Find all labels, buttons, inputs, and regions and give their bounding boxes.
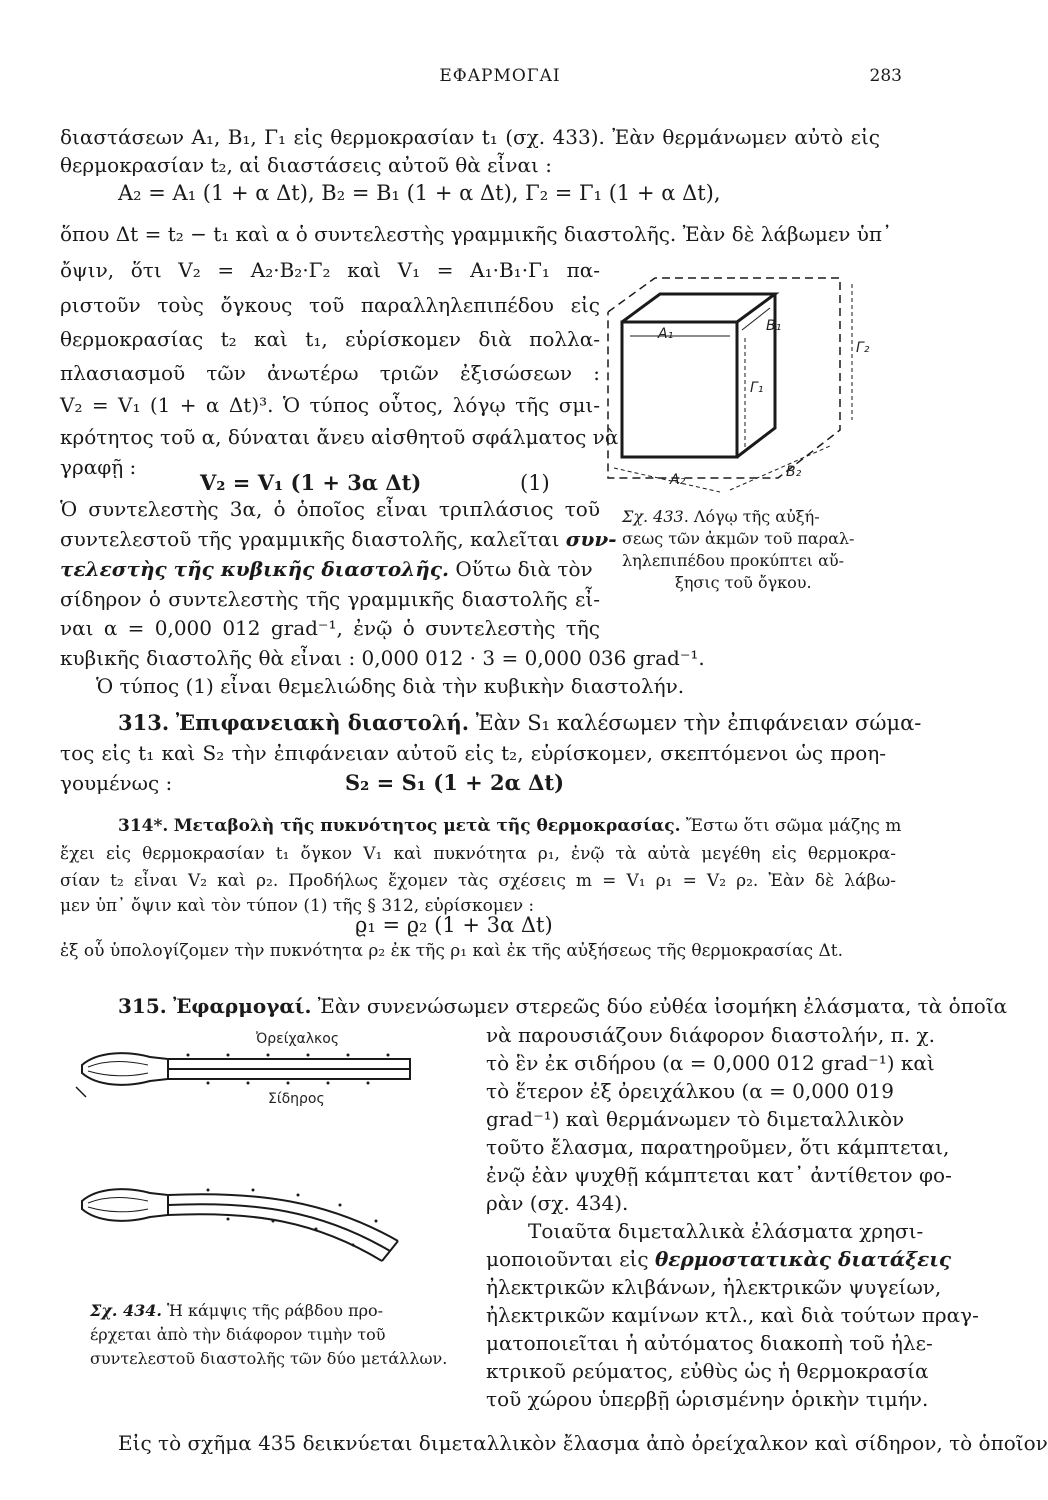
rivet-dot <box>297 1194 300 1197</box>
text-line: κτρικοῦ ρεύματος, εὐθὺς ὡς ἡ θερμοκρασία <box>486 1359 929 1383</box>
caption-text: Λόγῳ τῆς αὐξή- <box>693 507 820 526</box>
section-313-heading-line <box>118 710 921 736</box>
figure-label: Σχ. 434. <box>90 1301 162 1320</box>
rivet-dot <box>367 1082 370 1085</box>
text-line: κρότητος τοῦ α, δύναται ἄνευ αἰσθητοῦ σφάλματος νὰ <box>60 425 619 449</box>
text-fragment: Ἐὰν S₁ καλέσωμεν τὴν ἐπιφάνειαν σώμα- <box>475 711 922 735</box>
label-b1: B₁ <box>766 318 782 334</box>
page-number: 283 <box>869 66 902 86</box>
figure-434-caption-line <box>90 1300 383 1321</box>
rivet-dot <box>315 1228 318 1231</box>
figure-434-caption-line: έρχεται ἀπὸ τὴν διάφορον τιμὴν τοῦ <box>90 1325 386 1344</box>
cube-top-face <box>622 294 775 322</box>
rivet-dot <box>287 1082 290 1085</box>
text-line: νὰ παρουσιάζουν διάφορον διαστολήν, π. χ. <box>486 1023 935 1047</box>
rivet-dot <box>327 1082 330 1085</box>
figure-433-caption-line: σεως τῶν ἀκμῶν τοῦ παραλ- <box>622 529 855 548</box>
text-line: τοῦ χώρου ὑπερβῇ ὡρισμένην ὁρικὴν τιμήν. <box>486 1387 929 1411</box>
text-fragment: Ἔστω ὅτι σῶμα μάζης m <box>685 816 902 836</box>
label-g1: Γ₁ <box>750 380 764 396</box>
rivet-dot <box>272 1220 275 1223</box>
handle-grain <box>88 1062 148 1068</box>
figure-434-bimetal-strips <box>68 1025 468 1275</box>
handle-grain <box>88 1207 148 1212</box>
text-line: ἠλεκτρικῶν κλιβάνων, ἠλεκτρικῶν ψυγείων, <box>486 1275 942 1299</box>
section-number: 314*. <box>118 816 169 836</box>
strip-iron-straight <box>168 1069 410 1079</box>
rivet-dot <box>187 1054 190 1057</box>
text-line: ἔχει εἰς θερμοκρασίαν t₁ ὄγκον V₁ καὶ πυκνότητα ρ₁, ἐνῷ τὰ αὐτὰ μεγέθη εἰς θερμοκρα- <box>60 844 896 864</box>
equation-density: ϱ₁ = ϱ₂ (1 + 3α Δt) <box>355 913 553 937</box>
caption-text: Ἡ κάμψις τῆς ράβδου προ- <box>167 1301 384 1320</box>
strip-brass-bent-inner <box>168 1204 390 1251</box>
text-line: θερμοκρασίαν t₂, αἱ διαστάσεις αὐτοῦ θὰ εἶναι : <box>60 153 552 177</box>
text-line: ἐνῷ ἐὰν ψυχθῇ κάμπτεται κατ᾿ ἀντίθετον φο- <box>486 1163 952 1187</box>
text-line: διαστάσεων A₁, B₁, Γ₁ εἰς θερμοκρασίαν t₁ (σχ. 433). Ἐὰν θερμάνωμεν αὐτὸ εἰς <box>60 125 880 149</box>
text-line: grad⁻¹) καὶ θερμάνωμεν τὸ διμεταλλικὸν <box>486 1107 905 1131</box>
text-line: σίαν t₂ εἶναι V₂ καὶ ρ₂. Προδήλως ἔχομεν τὰς σχέσεις m = V₁ ρ₁ = V₂ ρ₂. Ἐὰν δὲ λάβω- <box>60 871 896 891</box>
rivet-dot <box>207 1082 210 1085</box>
handle-straight <box>82 1053 168 1085</box>
text-line: Ὁ συντελεστὴς 3α, ὁ ὁποῖος εἶναι τριπλάσιος τοῦ <box>60 497 600 521</box>
text-fragment: μοποιοῦνται εἰς <box>486 1247 649 1271</box>
text-line: Ὁ τύπος (1) εἶναι θεμελιώδης διὰ τὴν κυβικὴν διαστολήν. <box>96 674 685 698</box>
dim-a2-line <box>614 468 720 492</box>
rivet-dot <box>387 1054 390 1057</box>
rivet-dot <box>267 1054 270 1057</box>
rivet-dot <box>227 1054 230 1057</box>
term-emphasis: θερμοστατικὰς διατάξεις <box>654 1247 952 1271</box>
text-line: V₂ = V₁ (1 + α Δt)³. Ὁ τύπος οὗτος, λόγῳ τῆς σμι- <box>60 393 600 417</box>
text-line: μεν ὑπ᾿ ὄψιν καὶ τὸν τύπον (1) τῆς § 312, εὑρίσκομεν : <box>60 896 535 916</box>
rivet-dot <box>375 1220 378 1223</box>
section-314-heading-line <box>118 815 901 837</box>
strip-iron-bent <box>168 1214 382 1261</box>
strip-brass-straight <box>168 1059 410 1069</box>
rivet-dot <box>307 1054 310 1057</box>
rivet-dot <box>352 1244 355 1247</box>
figure-433-caption-line: ληλεπιπέδου προκύπτει αὔ- <box>622 551 845 570</box>
text-line: Εἰς τὸ σχῆμα 435 δεικνύεται διμεταλλικὸν ἔλασμα ἀπὸ ὀρείχαλκον καὶ σίδηρον, τὸ ὁποῖον <box>118 1431 1048 1455</box>
cube-front-face <box>622 322 737 457</box>
text-line: ματοποιεῖται ἡ αὐτόματος διακοπὴ τοῦ ἠλε- <box>486 1331 933 1355</box>
text-line: κυβικῆς διαστολῆς θὰ εἶναι : 0,000 012 · 3 = 0,000 036 grad⁻¹. <box>60 646 705 670</box>
text-line: ριστοῦν τοὺς ὄγκους τοῦ παραλληλεπιπέδου εἰς <box>60 293 600 317</box>
figure-label: Σχ. 433. <box>622 507 689 526</box>
equation-cubic: V₂ = V₁ (1 + 3α Δt) <box>200 470 422 495</box>
text-line: θερμοκρασίας t₂ καὶ t₁, εὑρίσκομεν διὰ πολλα- <box>60 327 600 351</box>
section-title: Μεταβολὴ τῆς πυκνότητος μετὰ τῆς θερμοκρασίας. <box>173 816 681 836</box>
text-line: Τοιαῦτα διμεταλλικὰ ἐλάσματα χρησι- <box>528 1219 924 1243</box>
text-line-composite <box>486 1246 952 1272</box>
term-emphasis: συν- <box>565 527 617 551</box>
label-brass: Ὀρείχαλκος <box>256 1031 340 1047</box>
text-line: ὅπου Δt = t₂ − t₁ καὶ α ὁ συντελεστὴς γραμμικῆς διαστολῆς. Ἐὰν δὲ λάβωμεν ὑπ᾿ <box>60 222 893 246</box>
handle-bent <box>82 1189 168 1221</box>
label-g2: Γ₂ <box>856 340 870 356</box>
section-title: Ἐπιφανειακὴ διαστολή. <box>175 710 470 735</box>
figure-433-parallelepiped <box>600 270 870 500</box>
figure-434-caption-line: συντελεστοῦ διαστολῆς τῶν δύο μετάλλων. <box>90 1349 448 1368</box>
handle-grain <box>88 1071 148 1076</box>
figure-433-caption-line: ξησις τοῦ ὄγκου. <box>675 573 812 592</box>
pointer-mark <box>76 1087 86 1097</box>
equation-surface: S₂ = S₁ (1 + 2α Δt) <box>345 770 565 795</box>
rivet-dot <box>347 1054 350 1057</box>
section-number: 313. <box>118 710 170 735</box>
section-number: 315. <box>118 994 167 1018</box>
equation-expansion: A₂ = A₁ (1 + α Δt), B₂ = B₁ (1 + α Δt), Γ₂ = Γ₁ (1 + α Δt), <box>118 181 721 205</box>
handle-grain <box>88 1198 148 1204</box>
label-a1: A₁ <box>658 326 674 342</box>
rivet-dot <box>207 1189 210 1192</box>
rivet-dot <box>339 1204 342 1207</box>
text-line: ἐξ οὗ ὑπολογίζομεν τὴν πυκνότητα ρ₂ ἐκ τῆς ρ₁ καὶ ἐκ τῆς αὐξήσεως τῆς θερμοκρασίας Δt. <box>60 941 844 961</box>
section-title: Ἐφαρμογαί. <box>173 994 312 1018</box>
text-line: σίδηρον ὁ συντελεστὴς τῆς γραμμικῆς διαστολῆς εἶ- <box>60 587 600 611</box>
rivet-dot <box>247 1082 250 1085</box>
figure-433-caption-line <box>622 506 820 527</box>
text-line-composite <box>60 556 600 582</box>
text-line: πλασιασμοῦ τῶν ἀνωτέρω τριῶν ἐξισώσεων : <box>60 361 600 385</box>
page-header <box>0 66 974 92</box>
strip-brass-bent-outer <box>168 1194 398 1241</box>
rivet-dot <box>252 1189 255 1192</box>
text-fragment: Ἐὰν συνενώσωμεν στερεῶς δύο εὐθέα ἰσομήκη ἐλάσματα, τὰ ὁποῖα <box>317 994 1008 1018</box>
term-emphasis: τελεστὴς τῆς κυβικῆς διαστολῆς. <box>60 557 449 581</box>
rivet-dot <box>227 1218 230 1221</box>
text-line: ναι α = 0,000 012 grad⁻¹, ἐνῷ ὁ συντελεστὴς τῆς <box>60 616 600 640</box>
strip-end <box>382 1241 398 1261</box>
text-fragment: συντελεστοῦ τῆς γραμμικῆς διαστολῆς, καλεῖται <box>60 527 560 551</box>
text-line-composite <box>60 526 617 552</box>
text-fragment: Οὕτω διὰ τὸν <box>455 557 593 581</box>
section-315-heading-line <box>118 993 1007 1019</box>
text-line: τος εἰς t₁ καὶ S₂ τὴν ἐπιφάνειαν αὐτοῦ εἰς t₂, εὑρίσκομεν, σκεπτόμενοι ὡς προη- <box>60 741 886 765</box>
text-line: ἠλεκτρικῶν καμίνων κτλ., καὶ διὰ τούτων πραγ- <box>486 1303 979 1327</box>
text-line: γραφῇ : <box>60 455 137 479</box>
text-line: ὄψιν, ὅτι V₂ = A₂·B₂·Γ₂ καὶ V₁ = A₁·B₁·Γ₁ πα- <box>60 258 600 282</box>
running-title: ΕΦΑΡΜΟΓΑΙ <box>439 66 561 86</box>
label-iron: Σίδηρος <box>268 1091 325 1107</box>
text-line: γουμένως : <box>60 771 173 795</box>
label-b2: B₂ <box>786 464 802 480</box>
text-line: ρὰν (σχ. 434). <box>486 1191 629 1215</box>
text-line: τὸ ἕτερον ἐξ ὀρειχάλκου (α = 0,000 019 <box>486 1079 894 1103</box>
label-a2: A₂ <box>670 472 686 488</box>
text-line: τοῦτο ἔλασμα, παρατηροῦμεν, ὅτι κάμπτεται, <box>486 1135 950 1159</box>
equation-number: (1) <box>520 471 550 495</box>
text-line: τὸ ἓν ἐκ σιδήρου (α = 0,000 012 grad⁻¹) καὶ <box>486 1051 935 1075</box>
